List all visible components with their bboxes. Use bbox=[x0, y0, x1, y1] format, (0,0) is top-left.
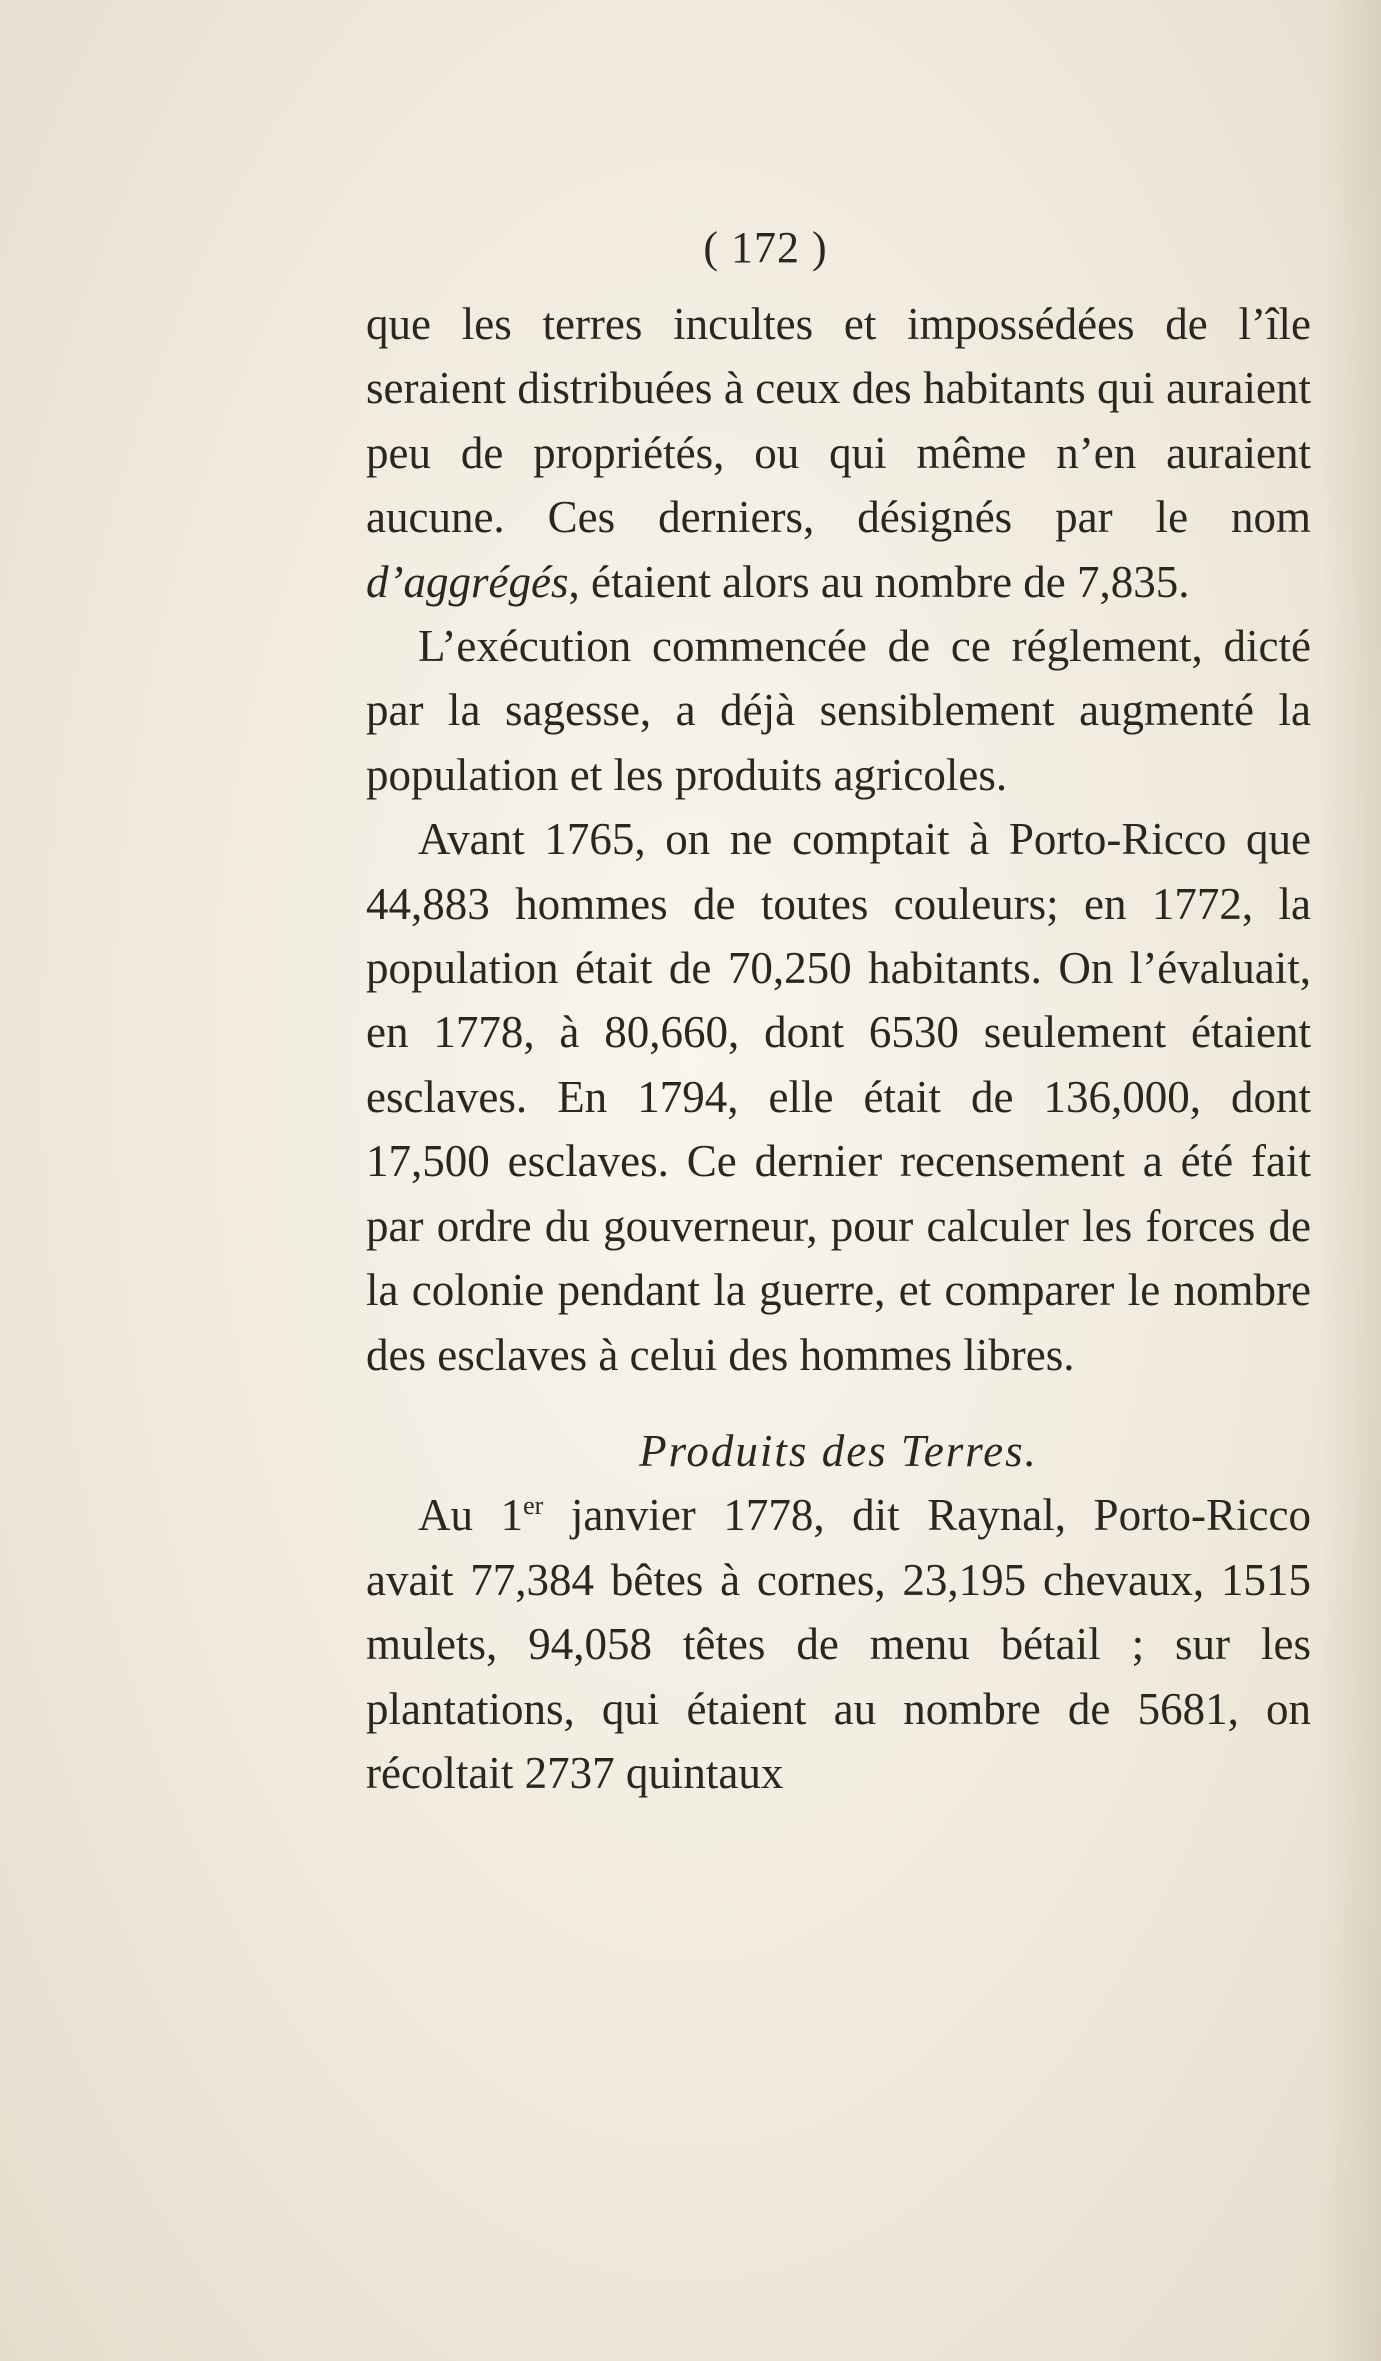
paragraph-3: Avant 1765, on ne comptait à Porto-Ricco que 44,883 hommes de toutes couleurs; en 1772, la population était de 70,250 habitants. On l’évaluait, en 1778, à 80,660, dont 6530 seulement étaient esclaves. En 1794, elle était de 136,000, dont 17,500 esclaves. Ce dernier recensement a été fait par ordre du gouverneur, pour calculer les forces de la colonie pendant la guerre, et comparer le nombre des esclaves à celui des hommes libres. bbox=[366, 814, 1311, 1380]
paragraph-1-italic-term: d’aggrégés bbox=[366, 556, 569, 607]
section-title: Produits des Terres. bbox=[639, 1425, 1038, 1476]
paragraph-4-text-b: janvier 1778, dit Raynal, Porto-Ricco avait 77,384 bêtes à cornes, 23,195 chevaux, 1515 mulets, 94,058 têtes de menu bétail ; sur les plantations, qui étaient au nombre de 5681, on récoltait 2737 quintaux bbox=[366, 1490, 1312, 1798]
body-text bbox=[366, 292, 1311, 1805]
paragraph-2: L’exécution commencée de ce réglement, dicté par la sagesse, a déjà sensiblement augmenté la population et les produits agricoles. bbox=[366, 621, 1311, 800]
paragraph-4-text-a: Au 1 bbox=[418, 1490, 524, 1541]
paragraph-4-superscript: er bbox=[523, 1491, 544, 1521]
paragraph-1 bbox=[366, 292, 1311, 614]
paragraph-1-text-a: que les terres incultes et impossédées de l’île seraient distribuées à ceux des habitants qui auraient peu de propriétés, ou qui même n’en auraient aucune. Ces derniers, désignés par le nom bbox=[366, 299, 1311, 543]
page-number: ( 172 ) bbox=[703, 223, 828, 272]
page-gutter-shadow bbox=[1321, 0, 1381, 2361]
paragraph-1-text-b: , étaient alors au nombre de 7,835. bbox=[568, 556, 1190, 607]
paragraph-4 bbox=[366, 1483, 1311, 1805]
